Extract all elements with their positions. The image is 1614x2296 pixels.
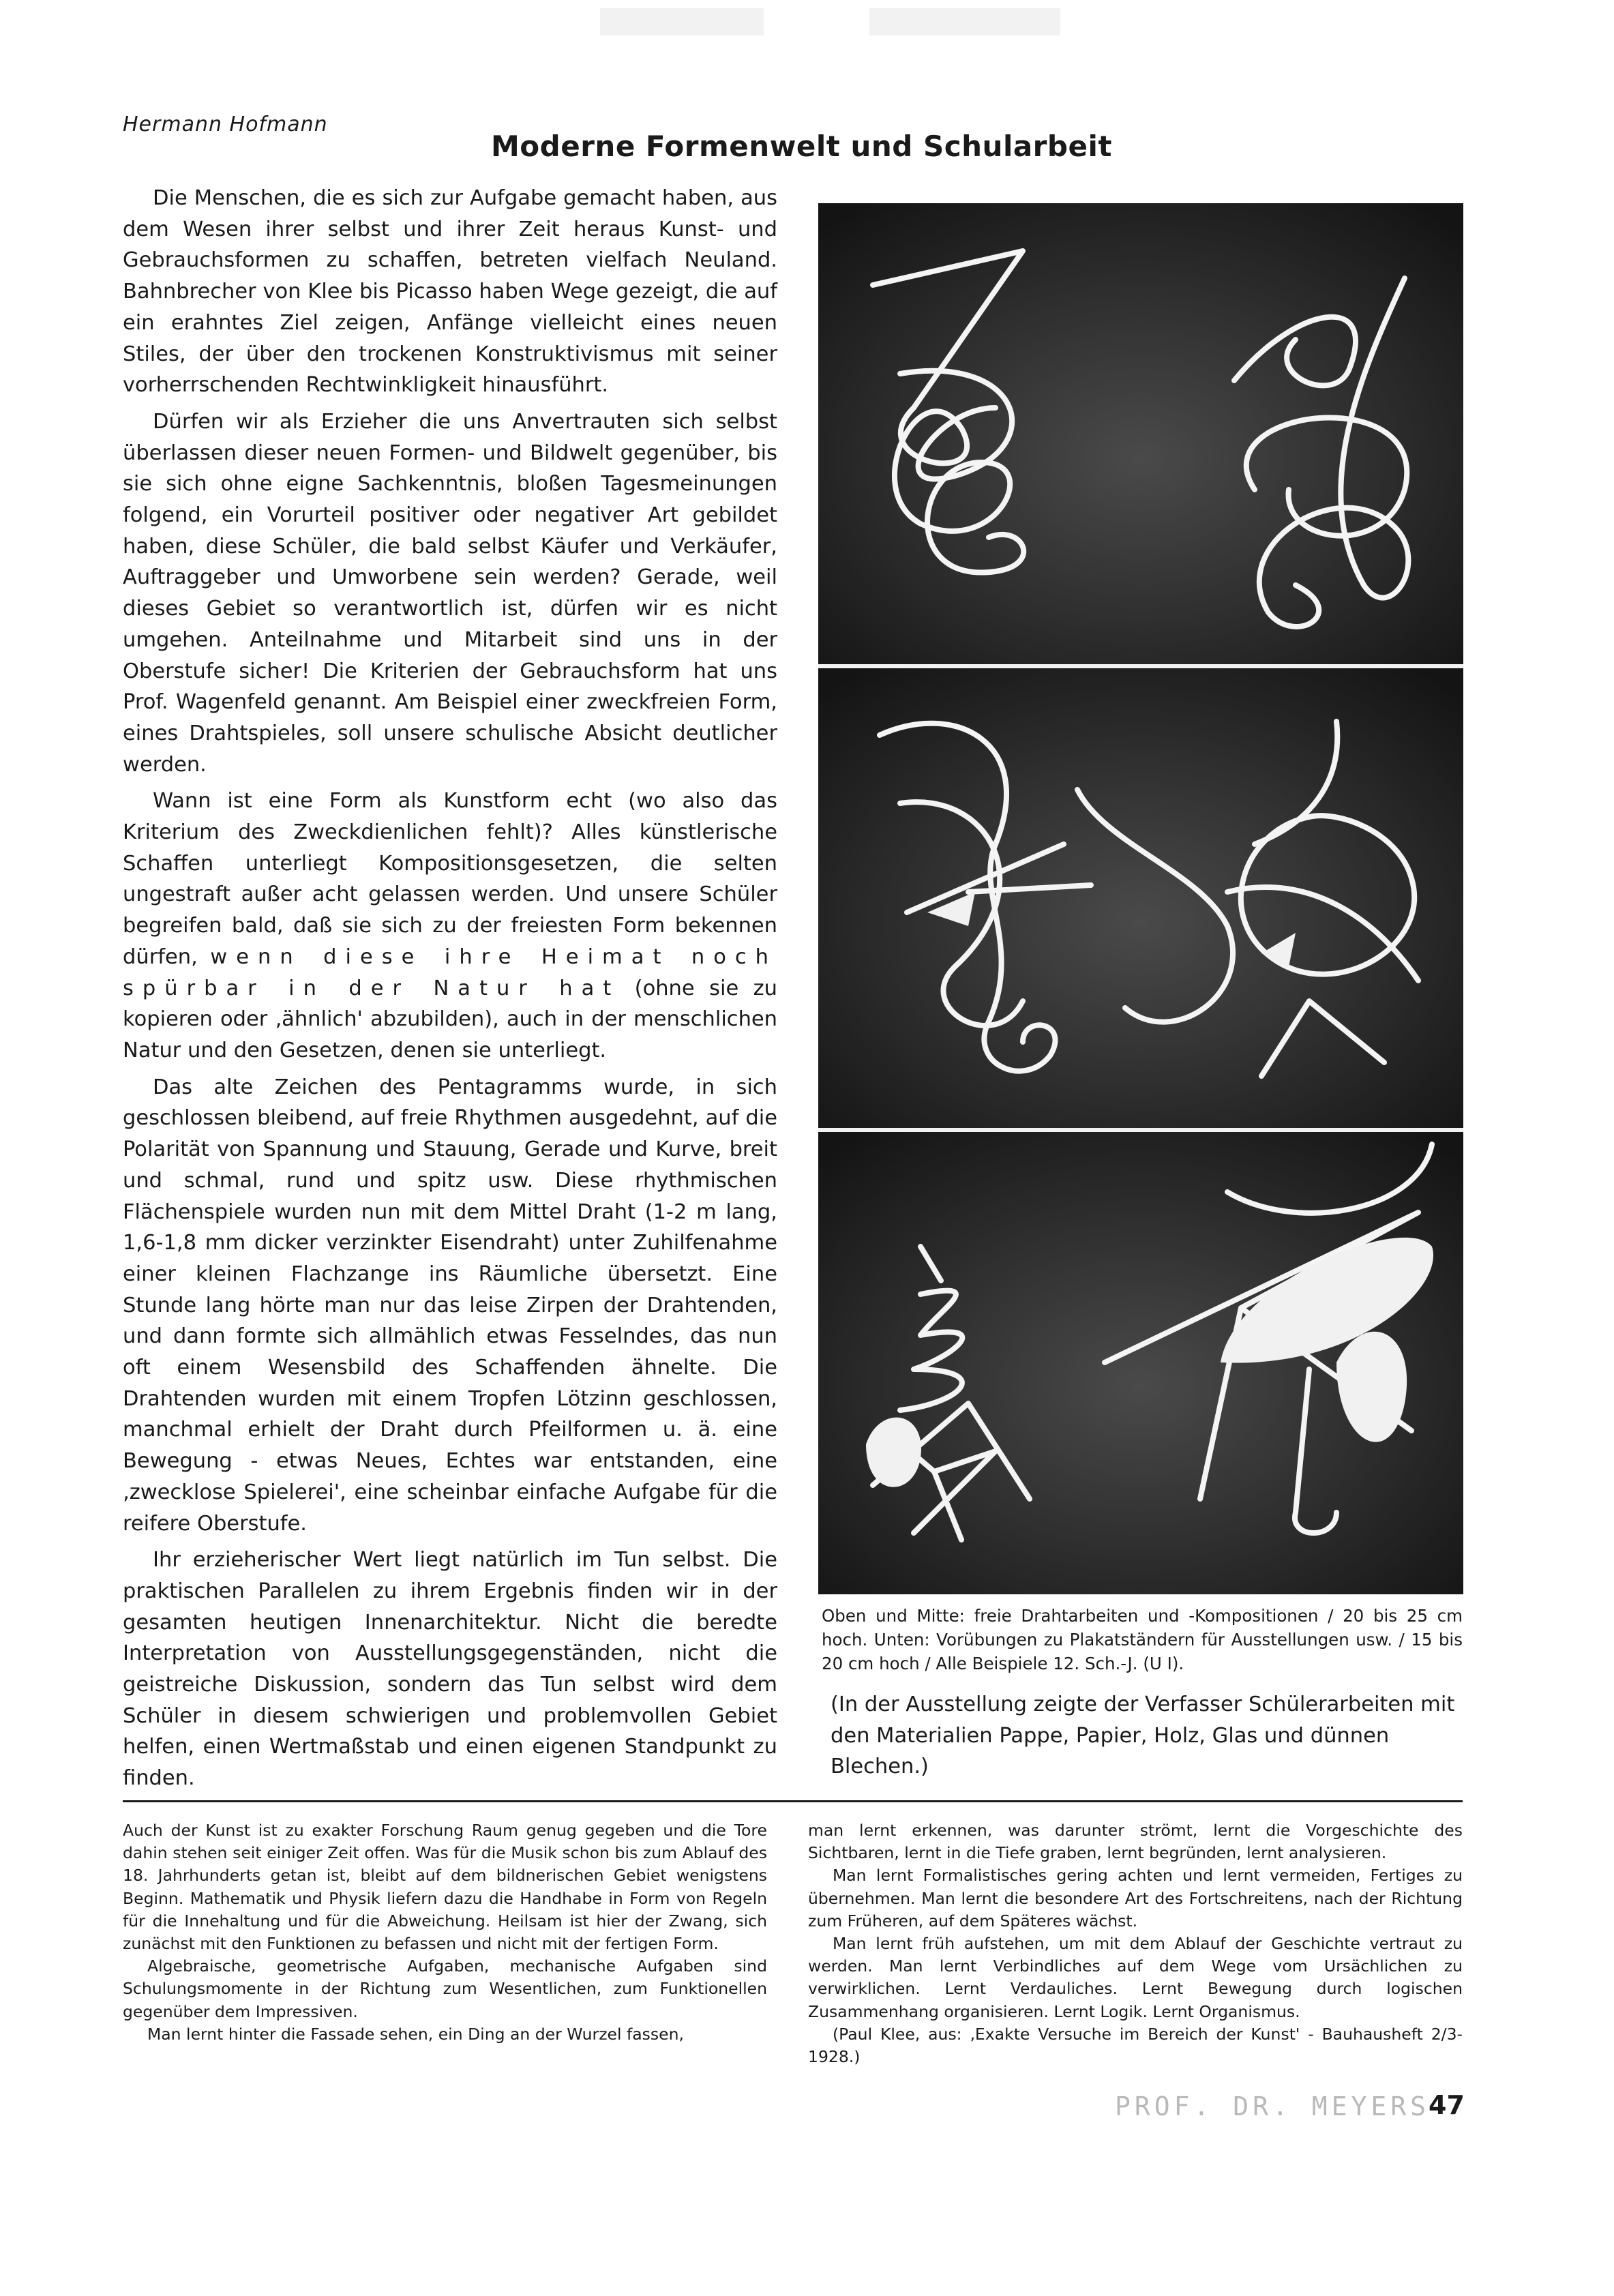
wire-sculpture-photo xyxy=(818,203,1463,1594)
paragraph: Das alte Zeichen des Pentagramms wurde, in sich geschlossen bleibend, auf freie Rhythmen ausgedehnt, auf die Polarität von Spannung und Stauung, Gerade und Kurve, breit und schmal, rund und spitz usw. Diese rhythmischen Flächenspiele wurden nun mit dem Mittel Draht (1-2 m lang, 1,6-1,8 mm dicker verzinkter Eisendraht) unter Zuhilfenahme einer kleinen Flachzange ins Räumliche übersetzt. Eine Stunde lang hörte man nur das leise Zirpen der Drahtenden, und dann formte sich allmählich etwas Fesselndes, das nun oft einem Wesensbild des Schaffenden ähnelte. Die Drahtenden wurden mit einem Tropfen Lötzinn geschlossen, manchmal erhielt der Draht durch Pfeilformen u. ä. eine Bewegung - etwas Neues, Echtes war entstanden, eine ‚zwecklose Spielerei', eine scheinbar einfache Aufgabe für die reifere Oberstufe. xyxy=(123,1075,777,1536)
paragraph-text: Wann ist eine Form als Kunstform echt (wo also das Kriterium des Zweckdienlichen fehlt)? Alles künstlerische Schaffen unterliegt Kompositionsgesetzen, die selten ungestraft außer acht gelassen werden. Und unsere Schüler begreifen bald, daß sie sich zu der freiesten Form bekennen dürfen, xyxy=(123,789,777,969)
author-name: Hermann Hofmann xyxy=(123,113,328,136)
photo-illustration xyxy=(818,203,1463,1594)
paragraph-text: (ohne sie zu kopieren oder ‚ähnlich' abzubilden), auch in der menschlichen Natur und den Gesetzen, denen sie unterliegt. xyxy=(123,976,777,1062)
scan-artifact xyxy=(869,8,1060,35)
footnote-paragraph: Auch der Kunst ist zu exakter Forschung Raum genug gegeben und die Tore dahin stehen seit einiger Zeit offen. Was für die Musik schon bis zum Ablauf des 18. Jahrhunderts getan ist, bleibt auf dem bildnerischen Gebiet wenigstens Beginn. Mathematik und Physik liefern dazu die Handhabe in Form von Regeln für die Innehaltung und für die Abweichung. Heilsam ist hier der Zwang, sich zunächst mit den Funktionen zu befassen und nicht mit der fertigen Form. xyxy=(123,1821,767,1954)
article-title: Moderne Formenwelt und Schularbeit xyxy=(491,130,1112,163)
footnote-citation: (Paul Klee, aus: ‚Exakte Versuche im Bereich der Kunst' - Bauhausheft 2/3-1928.) xyxy=(808,2024,1463,2067)
footnote-paragraph: Algebraische, geometrische Aufgaben, mechanische Aufgaben sind Schulungsmomente in der Richtung zum Wesentlichen, zum Funktionellen gegenüber dem Impressiven. xyxy=(123,1956,767,2021)
page-number: 47 xyxy=(1429,2090,1465,2120)
paragraph: Ihr erzieherischer Wert liegt natürlich im Tun selbst. Die praktischen Parallelen zu ihrem Ergebnis finden wir in der gesamten heutigen Innenarchitektur. Nicht die beredte Interpretation von Ausstellungsgegenständen, nicht die geistreiche Diskussion, sondern das Tun selbst wird dem Schüler in diesem schwierigen und problemvollen Gebiet helfen, einen Wertmaßstab und einen eigenen Standpunkt zu finden. xyxy=(123,1548,777,1791)
library-stamp: PROF. DR. MEYERS xyxy=(1115,2091,1431,2121)
footnote-left-column xyxy=(123,1819,767,2046)
footnote-paragraph: Man lernt hinter die Fassade sehen, ein Ding an der Wurzel fassen, xyxy=(147,2024,684,2044)
paragraph xyxy=(123,786,777,1066)
footnote-paragraph: Man lernt früh aufstehen, um mit dem Ablauf der Geschichte vertraut zu werden. Man lernt Verbindliches auf dem Wege vom Ursächlichen zu verwirklichen. Lernt Verdauliches. Lernt Bewegung durch logischen Zusammenhang organisieren. Lernt Logik. Lernt Organismus. xyxy=(808,1934,1463,2021)
scan-artifact xyxy=(600,8,764,35)
paragraph: Dürfen wir als Erzieher die uns Anvertrauten sich selbst überlassen dieser neuen Formen- und Bildwelt gegenüber, bis sie sich ohne eigne Sachkenntnis, bloßen Tagesmeinungen folgend, ein Vorurteil positiver oder negativer Art gebildet haben, diese Schüler, die bald selbst Käufer und Verkäufer, Auftraggeber und Umworbene sein werden? Gerade, weil dieses Gebiet so verantwortlich ist, dürfen wir es nicht umgehen. Anteilnahme und Mitarbeit sind uns in der Oberstufe sicher! Die Kriterien der Gebrauchsform hat uns Prof. Wagenfeld genannt. Am Beispiel einer zweckfreien Form, eines Drahtspieles, soll unsere schulische Absicht deutlicher werden. xyxy=(123,409,777,777)
emphasized-text: wenn diese ihre Heimat noch spürbar in der Natur hat xyxy=(123,944,777,1000)
exhibition-note: (In der Ausstellung zeigte der Verfasser Schülerarbeiten mit den Materialien Pappe, Papier, Holz, Glas und dünnen Blechen.) xyxy=(831,1693,1455,1779)
footnote-right-column xyxy=(808,1819,1463,2068)
footnote-paragraph: man lernt erkennen, was darunter strömt, lernt die Vorgeschichte des Sichtbaren, lernt in die Tiefe graben, lernt begründen, lernt analysieren. xyxy=(808,1821,1463,1863)
figure-caption: Oben und Mitte: freie Drahtarbeiten und -Kompositionen / 20 bis 25 cm hoch. Unten: Vorübungen zu Plakatständern für Ausstellungen usw. / 15 bis 20 cm hoch / Alle Beispiele 12. Sch.-J. (U I). xyxy=(822,1606,1463,1673)
article-body xyxy=(123,183,777,1800)
footnote-paragraph: Man lernt Formalistisches gering achten und lernt vermeiden, Fertiges zu übernehmen. Man lernt die besondere Art des Fortschreitens, nach der Richtung zum Früheren, auf dem Späteres wächst. xyxy=(808,1866,1463,1930)
paragraph: Die Menschen, die es sich zur Aufgabe gemacht haben, aus dem Wesen ihrer selbst und ihrer Zeit heraus Kunst- und Gebrauchsformen zu schaffen, betreten vielfach Neuland. Bahnbrecher von Klee bis Picasso haben Wege gezeigt, die auf ein erahntes Ziel zeigen, Anfänge vielleicht eines neuen Stiles, der über den trockenen Konstruktivismus mit seiner vorherrschenden Rechtwinkligkeit hinausführt. xyxy=(123,186,777,398)
footnote-divider xyxy=(123,1800,1463,1802)
